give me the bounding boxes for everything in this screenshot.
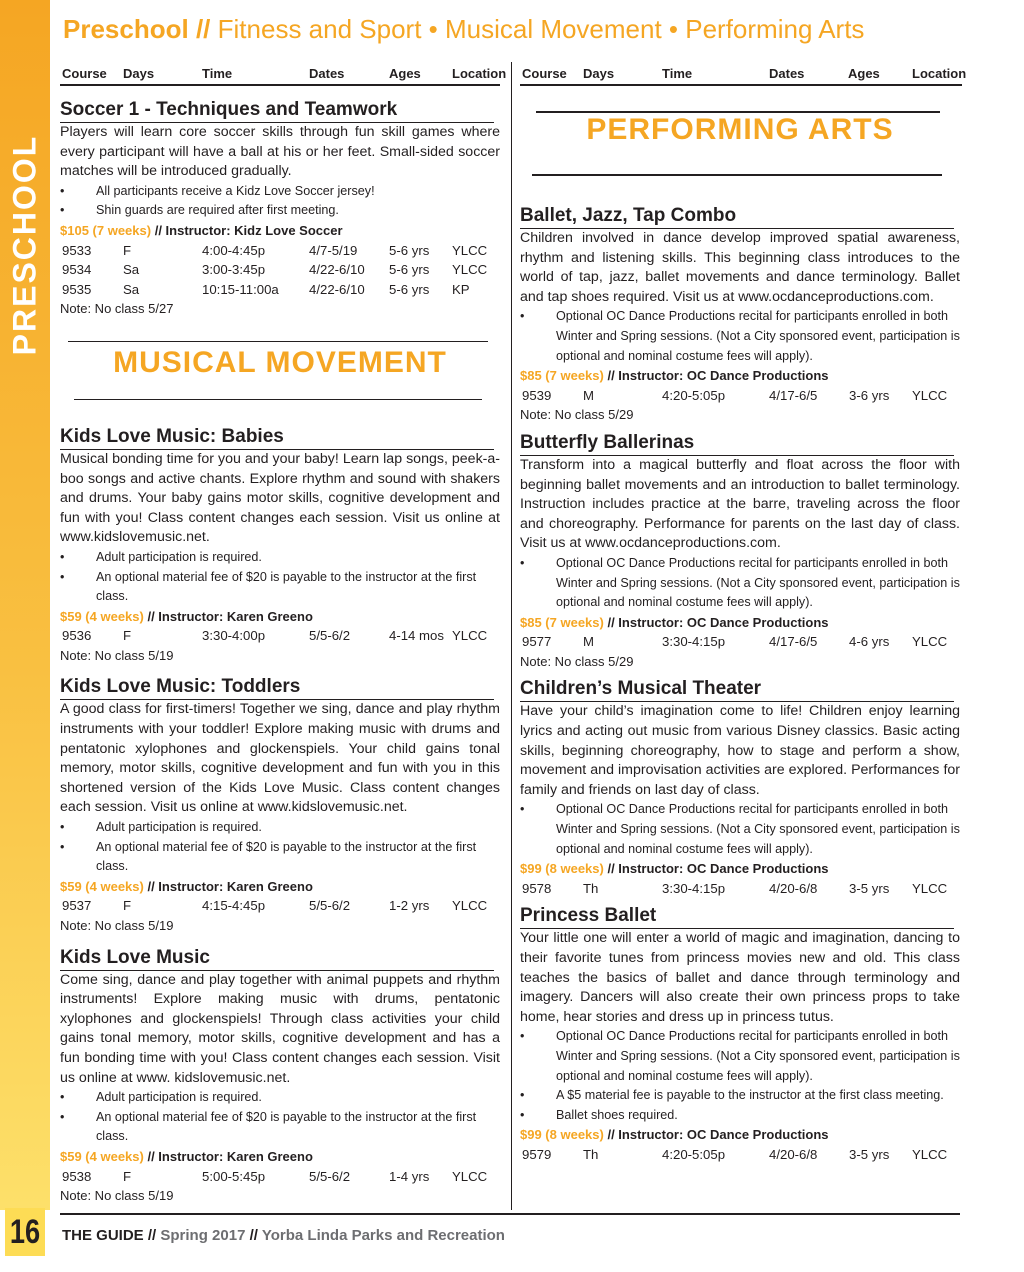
footer-sep: // [147,1227,157,1244]
th-days: Days [123,66,155,81]
course-fee-line [60,1147,500,1167]
row-location: KP [452,281,470,297]
header-sep: // [195,14,211,44]
row-time: 3:30-4:15p [662,634,726,650]
course-description: Players will learn core soccer skills through fun skill games where every participant will have a ball at his or her feet. Small-sided soccer matches will be introduced gradually. [60,124,500,180]
course-title: Children’s Musical Theater [520,677,954,702]
course-bullets [520,307,960,366]
course-ballet-jazz-tap [520,204,960,425]
bullet-item: • An optional material fee of $20 is payable to the instructor at the first class. [60,1108,500,1147]
table-row [60,280,500,300]
banner-rule-bottom [74,399,482,401]
row-dates: 5/5-6/2 [309,628,351,644]
row-course: 9534 [62,262,92,278]
row-location: YLCC [452,242,488,258]
course-fee-line [520,859,960,879]
row-days: M [583,634,594,650]
row-time: 4:00-4:45p [202,242,266,258]
row-location: YLCC [452,898,488,914]
course-instructor: // Instructor: OC Dance Productions [607,368,829,384]
row-days: Th [583,880,599,896]
course-fee: $59 (4 weeks) [60,1148,144,1164]
footer-season: Spring 2017 [160,1227,246,1244]
row-location: YLCC [452,628,488,644]
course-bullets [60,548,500,607]
bullet-item: • Adult participation is required. [60,1088,500,1108]
course-title: Kids Love Music: Toddlers [60,675,494,700]
course-bullets [60,1088,500,1147]
sidebar-label: PRESCHOOL [6,134,43,356]
th-days: Days [583,66,615,81]
course-title: Princess Ballet [520,904,954,929]
banner-rule-bottom [532,174,942,176]
course-title: Kids Love Music: Babies [60,425,494,450]
row-ages: 5-6 yrs [389,281,430,297]
sidebar [0,0,50,1210]
course-princess-ballet [520,904,960,1164]
course-soccer [60,98,500,319]
course-kids-love-music-babies [60,425,500,666]
th-course: Course [62,66,107,81]
row-days: Sa [123,281,140,297]
bullet-item: • An optional material fee of $20 is payable to the instructor at the first class. [60,568,500,607]
course-description: Children involved in dance develop improved spatial awareness, rhythm and listening skills. This beginning class introduces to the world of tap, jazz, ballet movements and dance terminology. Ballet and tap shoes required. Visit us at www.ocdanceproductions.com. [520,230,960,305]
row-course: 9535 [62,281,92,297]
row-days: F [123,628,132,644]
course-kids-love-music [60,946,500,1206]
course-title: Kids Love Music [60,946,494,971]
bullet-item: • Adult participation is required. [60,548,500,568]
row-days: F [123,242,132,258]
table-row [520,1145,960,1165]
row-ages: 3-5 yrs [849,1146,890,1162]
course-title: Soccer 1 - Techniques and Teamwork [60,98,494,123]
page-number: 16 [5,1208,45,1256]
left-column [60,92,500,1206]
th-time: Time [662,66,693,81]
column-divider [511,62,512,1210]
course-fee-line [60,877,500,897]
row-location: YLCC [912,634,948,650]
course-fee-line [520,613,960,633]
course-description: Transform into a magical butterfly and float across the floor with beginning ballet movements and an introduction to ballet terminology. Instruction includes practice at the barre, traveling across the floor and choreography. Performance for parents on the last day of class. Visit us at www.ocdanceproductions.com. [520,456,960,552]
bullet-item: • Ballet shoes required. [520,1106,960,1126]
table-row [520,632,960,652]
row-time: 3:30-4:00p [202,628,266,644]
course-butterfly-ballerinas [520,431,960,672]
row-ages: 4-14 mos [389,628,444,644]
footer [62,1227,505,1244]
banner-title: PERFORMING ARTS [586,113,894,146]
course-fee: $59 (4 weeks) [60,608,144,624]
row-location: YLCC [912,387,948,403]
row-dates: 5/5-6/2 [309,898,351,914]
course-note: Note: No class 5/29 [520,407,634,423]
course-description: Your little one will enter a world of magic and imagination, dancing to their favorite tunes from princess movies new and old. This class teaches the basics of ballet and dance through terminology and imagery. Dancers will also create their own princess props to take home, hear stories and dress up in princess tutus. [520,930,960,1025]
course-description: Have your child’s imagination come to life! Children enjoy learning lyrics and acting out music from various Disney classics. Basic acting skills, beginning choreography, how to stage and perform a show, movement and improvisation activities are explored. Performances for family and friends on last day of class. [520,703,960,798]
bullet-item: • An optional material fee of $20 is payable to the instructor at the first class. [60,838,500,877]
th-time: Time [202,66,233,81]
course-description: Come sing, dance and play together with animal puppets and rhythm instruments! Explore making music with drums, pentatonic xylophones and glockenspiels! Through class activities your child gains tonal memory, motor skills, cognitive development and has a fun bonding time with you! Class content changes each session. Visit us online at www. kidslovemusic.net. [60,971,500,1086]
row-dates: 4/22-6/10 [309,262,365,278]
table-header-left [60,62,507,86]
course-bullets [520,800,960,859]
course-bullets [60,182,500,221]
row-time: 5:00-5:45p [202,1168,266,1184]
course-instructor: // Instructor: Kidz Love Soccer [154,222,343,238]
course-fee: $105 (7 weeks) [60,222,152,238]
row-time: 4:15-4:45p [202,898,266,914]
row-course: 9533 [62,242,92,258]
banner-performing-arts [520,92,960,198]
course-note: Note: No class 5/19 [60,647,174,663]
bullet-item: • Optional OC Dance Productions recital for participants enrolled in both Winter and Spring sessions. (Not a City sponsored event, participation is optional and nominal costume fees will apply). [520,800,960,859]
row-dates: 4/22-6/10 [309,281,365,297]
table-header-right [520,62,967,86]
row-time: 10:15-11:00a [202,281,279,297]
footer-guide: THE GUIDE [62,1227,144,1244]
course-bullets [520,1027,960,1125]
row-course: 9578 [522,880,552,896]
row-ages: 5-6 yrs [389,242,430,258]
bullet-item: • Optional OC Dance Productions recital for participants enrolled in both Winter and Spring sessions. (Not a City sponsored event, participation is optional and nominal costume fees will apply). [520,307,960,366]
row-course: 9538 [62,1168,92,1184]
row-time: 4:20-5:05p [662,387,726,403]
bullet-item: • Optional OC Dance Productions recital for participants enrolled in both Winter and Spring sessions. (Not a City sponsored event, participation is optional and nominal costume fees will apply). [520,1027,960,1086]
course-bullets [60,818,500,877]
table-row [60,241,500,261]
course-note: Note: No class 5/19 [60,1188,174,1204]
course-instructor: // Instructor: Karen Greeno [147,608,313,624]
course-instructor: // Instructor: OC Dance Productions [607,861,829,877]
row-course: 9536 [62,628,92,644]
table-row [60,626,500,646]
table-row [60,896,500,916]
th-course: Course [522,66,567,81]
course-fee: $85 (7 weeks) [520,614,604,630]
course-note: Note: No class 5/19 [60,918,174,933]
row-dates: 4/17-6/5 [769,634,818,650]
row-location: YLCC [452,1168,488,1184]
course-instructor: // Instructor: Karen Greeno [147,878,313,894]
footer-rule [60,1213,960,1215]
th-dates: Dates [769,66,805,81]
row-course: 9577 [522,634,552,650]
course-fee-line [520,366,960,386]
course-description: A good class for first-timers! Together we sing, dance and play rhythm instruments with your toddler! Explore making music with drums and pentatonic xylophones and glockenspiels. Your child gains tonal memory, motor skills, cognitive development and fun with you in this shortened version of the Kids Love Music. Class content changes each session. Visit us online at www.kidslovemusic.net. [60,701,500,816]
banner-rule-top [68,341,488,343]
course-title: Ballet, Jazz, Tap Combo [520,204,954,229]
row-time: 4:20-5:05p [662,1146,726,1162]
course-childrens-musical-theater [520,677,960,898]
bullet-item: • Shin guards are required after first meeting. [60,201,500,221]
row-ages: 3-5 yrs [849,880,890,896]
th-ages: Ages [848,66,880,81]
th-ages: Ages [389,66,421,81]
course-fee-line [60,221,500,241]
course-fee: $59 (4 weeks) [60,878,144,894]
row-ages: 1-2 yrs [389,898,430,914]
th-location: Location [912,66,967,81]
row-dates: 4/20-6/8 [769,1146,818,1162]
row-course: 9539 [522,387,552,403]
row-days: F [123,1168,132,1184]
course-fee: $85 (7 weeks) [520,368,604,384]
right-column [520,92,960,1165]
row-location: YLCC [912,1146,948,1162]
course-kids-love-music-toddlers [60,675,500,935]
header-categories: Fitness and Sport • Musical Movement • Performing Arts [217,14,865,44]
bullet-item: • A $5 material fee is payable to the instructor at the first class meeting. [520,1086,960,1106]
row-days: M [583,387,594,403]
row-location: YLCC [912,880,948,896]
course-instructor: // Instructor: OC Dance Productions [607,1127,829,1143]
course-fee: $99 (8 weeks) [520,861,604,877]
row-dates: 4/17-6/5 [769,387,818,403]
row-dates: 4/20-6/8 [769,880,818,896]
banner-title: MUSICAL MOVEMENT [113,345,447,379]
row-days: F [123,898,132,914]
page-header [63,14,864,45]
course-fee-line [520,1125,960,1145]
th-dates: Dates [309,66,345,81]
table-row [60,260,500,280]
row-course: 9579 [522,1146,552,1162]
table-row [60,1167,500,1187]
course-bullets [520,554,960,613]
row-days: Th [583,1146,599,1162]
footer-org: Yorba Linda Parks and Recreation [261,1227,505,1244]
course-fee-line [60,607,500,627]
footer-sep: // [249,1227,258,1244]
course-fee: $99 (8 weeks) [520,1127,604,1143]
bullet-item: • Optional OC Dance Productions recital for participants enrolled in both Winter and Spring sessions. (Not a City sponsored event, participation is optional and nominal costume fees will apply). [520,554,960,613]
row-course: 9537 [62,898,92,914]
row-dates: 5/5-6/2 [309,1168,351,1184]
course-note: Note: No class 5/27 [60,301,174,317]
row-time: 3:00-3:45p [202,262,266,278]
course-title: Butterfly Ballerinas [520,431,954,456]
banner-musical-movement [60,319,500,419]
row-location: YLCC [452,262,488,278]
row-time: 3:30-4:15p [662,880,726,896]
th-location: Location [452,66,507,81]
bullet-item: • All participants receive a Kidz Love Soccer jersey! [60,182,500,202]
course-note: Note: No class 5/29 [520,653,634,669]
row-dates: 4/7-5/19 [309,242,358,258]
row-ages: 3-6 yrs [849,387,890,403]
row-ages: 5-6 yrs [389,262,430,278]
course-description: Musical bonding time for you and your baby! Learn lap songs, peek-a-boo songs and active chants. Explore rhythm and sound with shakers and drums. Your baby gains motor skills, cognitive development and fun with you! Class content changes each session. Visit us online at www.kidslovemusic.net. [60,450,500,546]
row-ages: 1-4 yrs [389,1168,430,1184]
course-instructor: // Instructor: OC Dance Productions [607,614,829,630]
bullet-item: • Adult participation is required. [60,818,500,838]
course-instructor: // Instructor: Karen Greeno [147,1148,313,1164]
row-days: Sa [123,262,140,278]
header-section: Preschool [63,14,189,44]
table-row [520,879,960,899]
row-ages: 4-6 yrs [849,634,890,650]
table-row [520,386,960,406]
